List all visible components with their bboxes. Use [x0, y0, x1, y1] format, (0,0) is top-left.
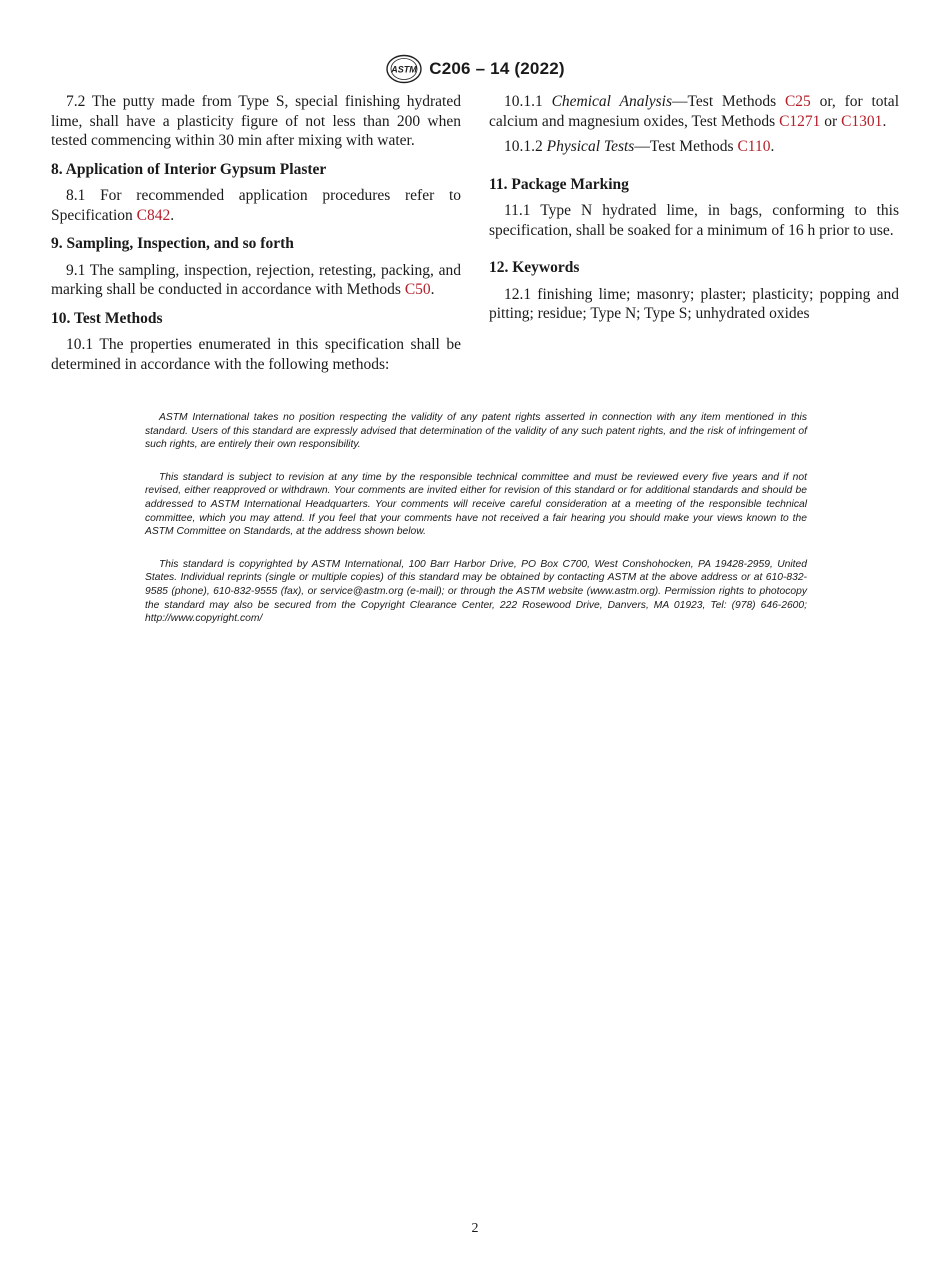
section-10-heading: 10. Test Methods: [51, 309, 163, 327]
page-header: [0, 54, 950, 84]
svg-text:ASTM: ASTM: [391, 64, 417, 75]
reference-link-c50[interactable]: C50: [404, 281, 431, 298]
document-designation: C206 – 14 (2022): [429, 59, 565, 78]
paragraph-9-1: 9.1 The sampling, inspection, rejection, retesting, packing, and marking shall be conducted in accordance with Methods C50.: [51, 261, 461, 298]
reference-link-c25[interactable]: C25: [784, 93, 811, 110]
paragraph-8-1: 8.1 For recommended application procedures refer to Specification C842.: [51, 187, 461, 224]
left-column: [51, 92, 461, 380]
copyright-notice: This standard is copyrighted by ASTM International, 100 Barr Harbor Drive, PO Box C700, West Conshohocken, PA 19428-2959, United States. Individual reprints (single or multiple copies) of this standard may be obtained by contacting ASTM at the above address or at 610-832-9585 (phone), 610-832-9555 (fax), or service@astm.org (e-mail); or through the ASTM website (www.astm.org). Permission rights to photocopy the standard may also be secured from the Copyright Clearance Center, 222 Rosewood Drive, Danvers, MA 01923, Tel: (978) 646-2600; http://www.copyright.com/: [145, 558, 807, 625]
reference-link-c842[interactable]: C842: [136, 206, 171, 224]
section-9-heading: 9. Sampling, Inspection, and so forth: [51, 235, 294, 252]
astm-logo-icon: [385, 54, 423, 84]
section-12-heading: 12. Keywords: [489, 259, 580, 276]
right-column: [489, 92, 899, 330]
paragraph-10-1-2: 10.1.2 Physical Tests—Test Methods C110.: [504, 138, 775, 155]
revision-notice: This standard is subject to revision at any time by the responsible technical committee and must be reviewed every five years and if not revised, either reapproved or withdrawn. Your comments are invited either for revision of this standard or for additional standards and should be addressed to ASTM International Headquarters. Your comments will receive careful consideration at a meeting of the responsible technical committee, which you may attend. If you feel that your comments have not received a fair hearing you should make your views known to the ASTM Committee on Standards, at the address shown below.: [145, 471, 807, 538]
section-8-heading: 8. Application of Interior Gypsum Plaster: [51, 160, 327, 178]
section-11-heading: 11. Package Marking: [489, 175, 629, 193]
paragraph-10-1: 10.1 The properties enumerated in this specification shall be determined in accordance with the following methods:: [51, 336, 461, 373]
paragraph-10-1-1: 10.1.1 Chemical Analysis—Test Methods C25 or, for total calcium and magnesium oxides, Test Methods C1271 or C1301.: [489, 93, 899, 130]
legal-notices: [145, 411, 807, 645]
reference-link-c110[interactable]: C110: [737, 138, 771, 155]
paragraph-11-1: 11.1 Type N hydrated lime, in bags, conforming to this specification, shall be soaked for a minimum of 16 h prior to use.: [489, 202, 899, 239]
reference-link-c1301[interactable]: C1301: [841, 112, 883, 130]
reference-link-c1271[interactable]: C1271: [779, 112, 821, 130]
paragraph-12-1: 12.1 finishing lime; masonry; plaster; plasticity; popping and pitting; residue; Type N; Type S; unhydrated oxides: [489, 285, 899, 322]
patent-notice: ASTM International takes no position respecting the validity of any patent rights asserted in connection with any item mentioned in this standard. Users of this standard are expressly advised that determination of the validity of any such patent rights, and the risk of infringement of such rights, are entirely their own responsibility.: [145, 412, 807, 451]
page-number: 2: [471, 1221, 479, 1236]
paragraph-7-2: 7.2 The putty made from Type S, special finishing hydrated lime, shall have a plasticity figure of not less than 200 when tested commencing within 30 min after mixing with water.: [51, 93, 461, 149]
